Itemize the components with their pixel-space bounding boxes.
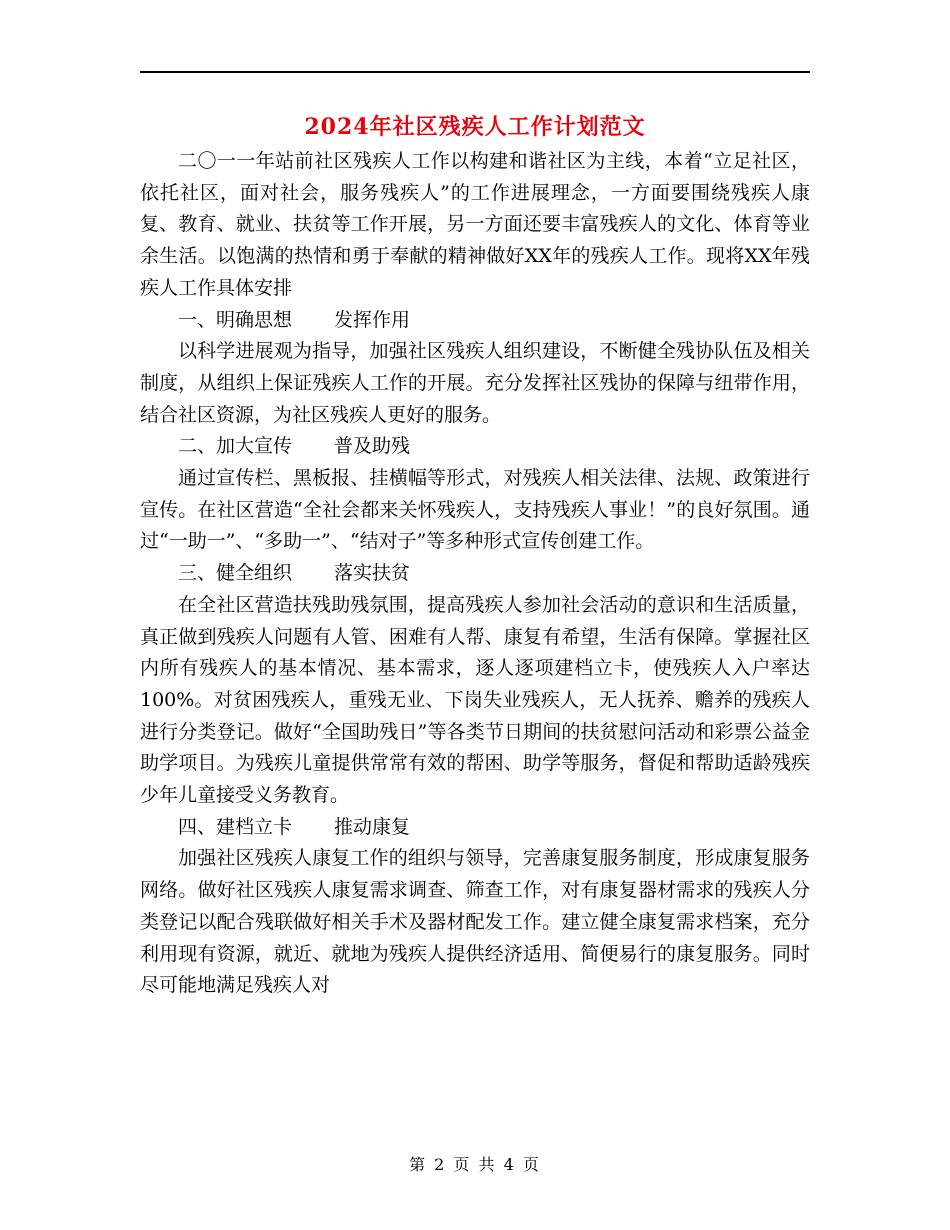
section-heading-2-b: 普及助残: [334, 435, 411, 458]
section-heading-3: [140, 558, 810, 590]
section-paragraph-4: 加强社区残疾人康复工作的组织与领导，完善康复服务制度，形成康复服务网络。做好社区残疾人康复需求调查、筛查工作，对有康复器材需求的残疾人分类登记以配合残联做好相关手术及器材配发工作。建立健全康复需求档案，充分利用现有资源，就近、就地为残疾人提供经济适用、简便易行的康复服务。同时尽可能地满足残疾人对: [140, 847, 810, 997]
header-rule: [140, 71, 810, 73]
section-paragraph-2: 通过宣传栏、黑板报、挂横幅等形式，对残疾人相关法律、法规、政策进行宣传。在社区营造“全社会都来关怀残疾人，支持残疾人事业！”的良好氛围。通过“一助一”、“多助一”、“结对子”等多种形式宣传创建工作。: [140, 467, 810, 553]
section-heading-1: [140, 305, 810, 337]
section-heading-1-b: 发挥作用: [334, 308, 411, 331]
section-paragraph-1: 以科学进展观为指导，加强社区残疾人组织建设，不断健全残协队伍及相关制度，从组织上保证残疾人工作的开展。充分发挥社区残协的保障与纽带作用，结合社区资源，为社区残疾人更好的服务。: [140, 340, 810, 426]
intro-paragraph: 二〇一一年站前社区残疾人工作以构建和谐社区为主线，本着“立足社区，依托社区，面对社会，服务残疾人”的工作进展理念，一方面要围绕残疾人康复、教育、就业、扶贫等工作开展，另一方面还要丰富残疾人的文化、体育等业余生活。以饱满的热情和勇于奉献的精神做好XX年的残疾人工作。现将XX年残疾人工作具体安排: [140, 150, 810, 299]
section-heading-4: [140, 812, 810, 844]
section-heading-2: [140, 431, 810, 463]
section-heading-1-a: 一、明确思想: [178, 308, 293, 331]
page-number: 第 2 页 共 4 页: [409, 1155, 541, 1174]
document-title: 2024年社区残疾人工作计划范文: [304, 114, 646, 140]
section-heading-4-a: 四、建档立卡: [178, 815, 293, 838]
section-heading-2-a: 二、加大宣传: [178, 435, 293, 458]
section-heading-4-b: 推动康复: [334, 815, 411, 838]
document-body: [140, 146, 810, 1002]
section-paragraph-3: 在全社区营造扶残助残氛围，提高残疾人参加社会活动的意识和生活质量，真正做到残疾人问题有人管、困难有人帮、康复有希望，生活有保障。掌握社区内所有残疾人的基本情况、基本需求，逐人逐项建档立卡，使残疾人入户率达100%。对贫困残疾人，重残无业、下岗失业残疾人，无人抚养、赡养的残疾人进行分类登记。做好“全国助残日”等各类节日期间的扶贫慰问活动和彩票公益金助学项目。为残疾儿童提供常常有效的帮困、助学等服务，督促和帮助适龄残疾少年儿童接受义务教育。: [140, 593, 810, 807]
section-heading-3-a: 三、健全组织: [178, 562, 293, 585]
section-heading-3-b: 落实扶贫: [334, 562, 411, 585]
